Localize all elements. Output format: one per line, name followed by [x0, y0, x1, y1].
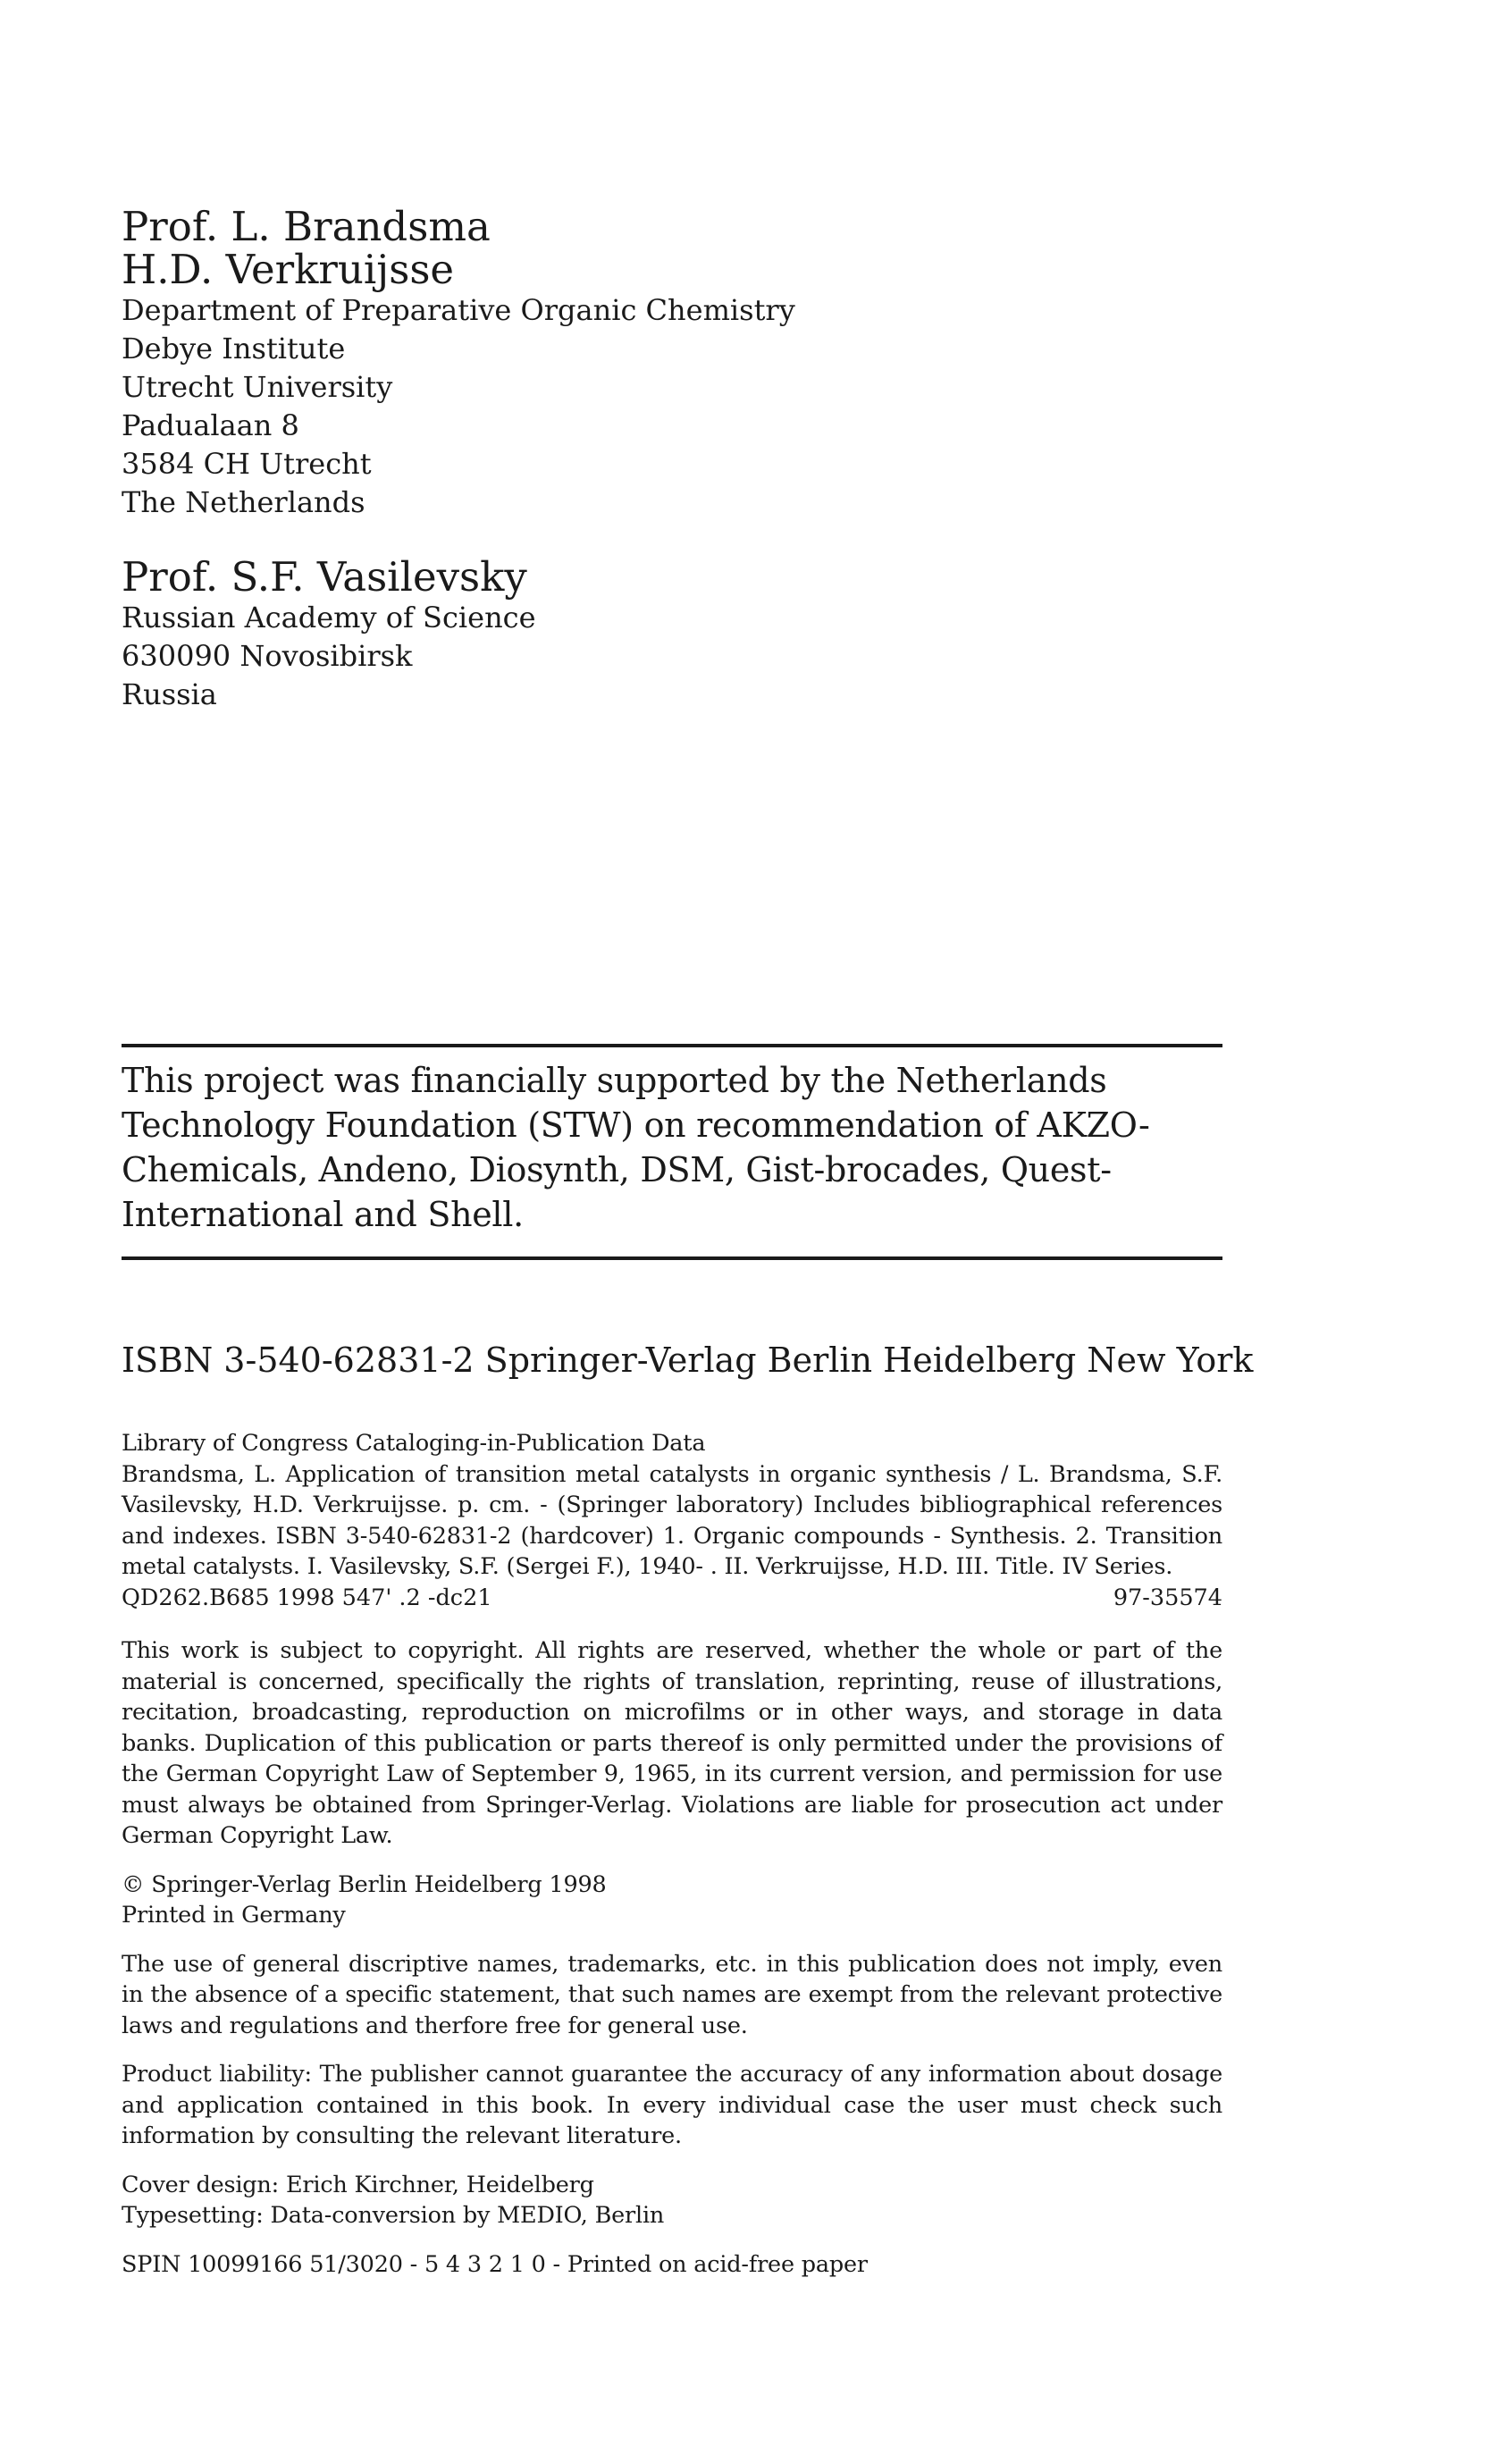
funding-text: This project was financially supported by the Netherlands Technology Foundation (STW) on recommendation of AKZO-Chemicals, Andeno, Diosynth, DSM, Gist-brocades, Quest-International and Shell. [122, 1061, 1150, 1234]
address-line: The Netherlands [122, 485, 365, 519]
cip-heading: Library of Congress Cataloging-in-Publication Data [122, 1430, 706, 1457]
address-line: Utrecht University [122, 370, 393, 404]
cip-data [122, 1428, 1222, 1613]
address-line: Department of Preparative Organic Chemistry [122, 293, 795, 327]
cip-classification: QD262.B685 1998 547' .2 -dc21 [122, 1584, 492, 1611]
author-name: Prof. S.F. Vasilevsky [122, 553, 527, 601]
isbn-line: ISBN 3-540-62831-2 Springer-Verlag Berlin Heidelberg New York [122, 1340, 1254, 1380]
address-line: Russian Academy of Science [122, 601, 536, 635]
liability-notice: Product liability: The publisher cannot guarantee the accuracy of any information about dosage and application contained in this book. In every individual case the user must check such information by consulting the relevant literature. [122, 2061, 1222, 2149]
address-line: Padualaan 8 [122, 408, 299, 442]
funding-statement [122, 1044, 1222, 1260]
author-block [122, 203, 1222, 714]
author-group-1 [122, 203, 1222, 522]
spin-line: SPIN 10099166 51/3020 - 5 4 3 2 1 0 - Printed on acid-free paper [122, 2250, 868, 2278]
cip-classification-row [122, 1583, 1222, 1614]
printed-in: Printed in Germany [122, 1902, 346, 1929]
address-line: Debye Institute [122, 332, 346, 366]
address-line: Russia [122, 677, 217, 711]
address-line: 3584 CH Utrecht [122, 447, 372, 481]
copyright-line: © Springer-Verlag Berlin Heidelberg 1998 [122, 1870, 607, 1898]
cover-design: Cover design: Erich Kirchner, Heidelberg [122, 2171, 594, 2198]
address-line: 630090 Novosibirsk [122, 639, 413, 673]
names-notice: The use of general discriptive names, trademarks, etc. in this publication does not imply, even in the absence of a specific statement, that such names are exempt from the relevant protective laws and regulations and therfore free for general use. [122, 1950, 1222, 2039]
author-name: H.D. Verkruijsse [122, 246, 455, 293]
author-name: Prof. L. Brandsma [122, 203, 491, 250]
cip-body: Brandsma, L. Application of transition metal catalysts in organic synthesis / L. Brandsma, S.F. Vasilevsky, H.D. Verkruijsse. p. cm. - (Springer laboratory) Includes bibliographical references and indexes. ISBN 3-540-62831-2 (hardcover) 1. Organic compounds - Synthesis. 2. Transition metal catalysts. I. Vasilevsky, S.F. (Sergei F.), 1940- . II. Verkruijsse, H.D. III. Title. IV Series. [122, 1460, 1222, 1580]
rights-section [122, 1635, 1222, 2298]
author-group-2 [122, 553, 1222, 714]
copyright-notice: This work is subject to copyright. All rights are reserved, whether the whole or part of the material is concerned, specifically the rights of translation, reprinting, reuse of illustrations, recitation, broadcasting, reproduction on microfilms or in other ways, and storage in data banks. Duplication of this publication or parts thereof is only permitted under the provisions of the German Copyright Law of September 9, 1965, in its current version, and permission for use must always be obtained from Springer-Verlag. Violations are liable for prosecution act under German Copyright Law. [122, 1637, 1222, 1849]
cip-lccn: 97-35574 [1113, 1584, 1222, 1611]
typesetting: Typesetting: Data-conversion by MEDIO, Berlin [122, 2202, 665, 2229]
